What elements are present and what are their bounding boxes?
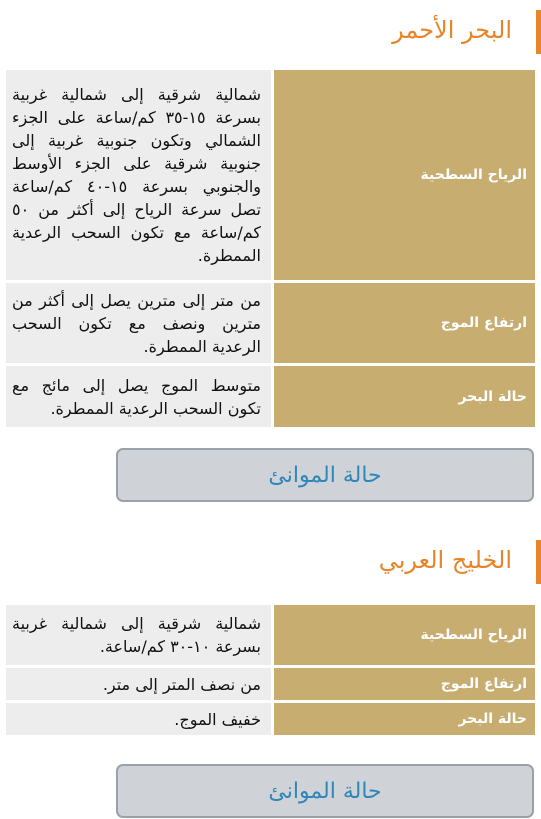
table-row xyxy=(6,668,535,700)
arabian-gulf-heading xyxy=(341,540,541,584)
row-label-wave-height: ارتفاع الموج xyxy=(271,668,535,700)
table-row xyxy=(6,703,535,735)
red-sea-table xyxy=(6,67,535,430)
row-label-surface-wind: الرياح السطحية xyxy=(271,70,535,280)
row-label-sea-state: حالة البحر xyxy=(271,703,535,735)
arabian-gulf-table xyxy=(6,602,535,738)
row-value-surface-wind: شمالية شرقية إلى شمالية غربية بسرعة ١٠-٣٠ كم/ساعة. xyxy=(6,605,271,665)
table-row xyxy=(6,283,535,363)
row-label-sea-state: حالة البحر xyxy=(271,366,535,427)
ports-status-button[interactable]: حالة الموانئ xyxy=(116,448,534,502)
row-value-wave-height: من نصف المتر إلى متر. xyxy=(6,668,271,700)
row-value-surface-wind: شمالية شرقية إلى شمالية غربية بسرعة ١٥-٣٥ كم/ساعة على الجزء الشمالي وتكون جنوبية غربية إلى جنوبية شرقية على الجزء الأوسط والجنوبي بسرعة ١٥-٤٠ كم/ساعة تصل سرعة الرياح إلى أكثر من ٥٠ كم/ساعة مع تكون السحب الرعدية الممطرة. xyxy=(6,70,271,280)
row-value-sea-state: متوسط الموج يصل إلى مائج مع تكون السحب الرعدية الممطرة. xyxy=(6,366,271,427)
row-value-wave-height: من متر إلى مترين يصل إلى أكثر من مترين ونصف مع تكون السحب الرعدية الممطرة. xyxy=(6,283,271,363)
red-sea-heading xyxy=(341,10,541,54)
table-row xyxy=(6,605,535,665)
table-row xyxy=(6,70,535,280)
arabian-gulf-title: الخليج العربي xyxy=(378,546,512,574)
table-row xyxy=(6,366,535,427)
row-value-sea-state: خفيف الموج. xyxy=(6,703,271,735)
red-sea-title: البحر الأحمر xyxy=(392,16,512,44)
ports-status-button[interactable]: حالة الموانئ xyxy=(116,764,534,818)
row-label-wave-height: ارتفاع الموج xyxy=(271,283,535,363)
row-label-surface-wind: الرياح السطحية xyxy=(271,605,535,665)
